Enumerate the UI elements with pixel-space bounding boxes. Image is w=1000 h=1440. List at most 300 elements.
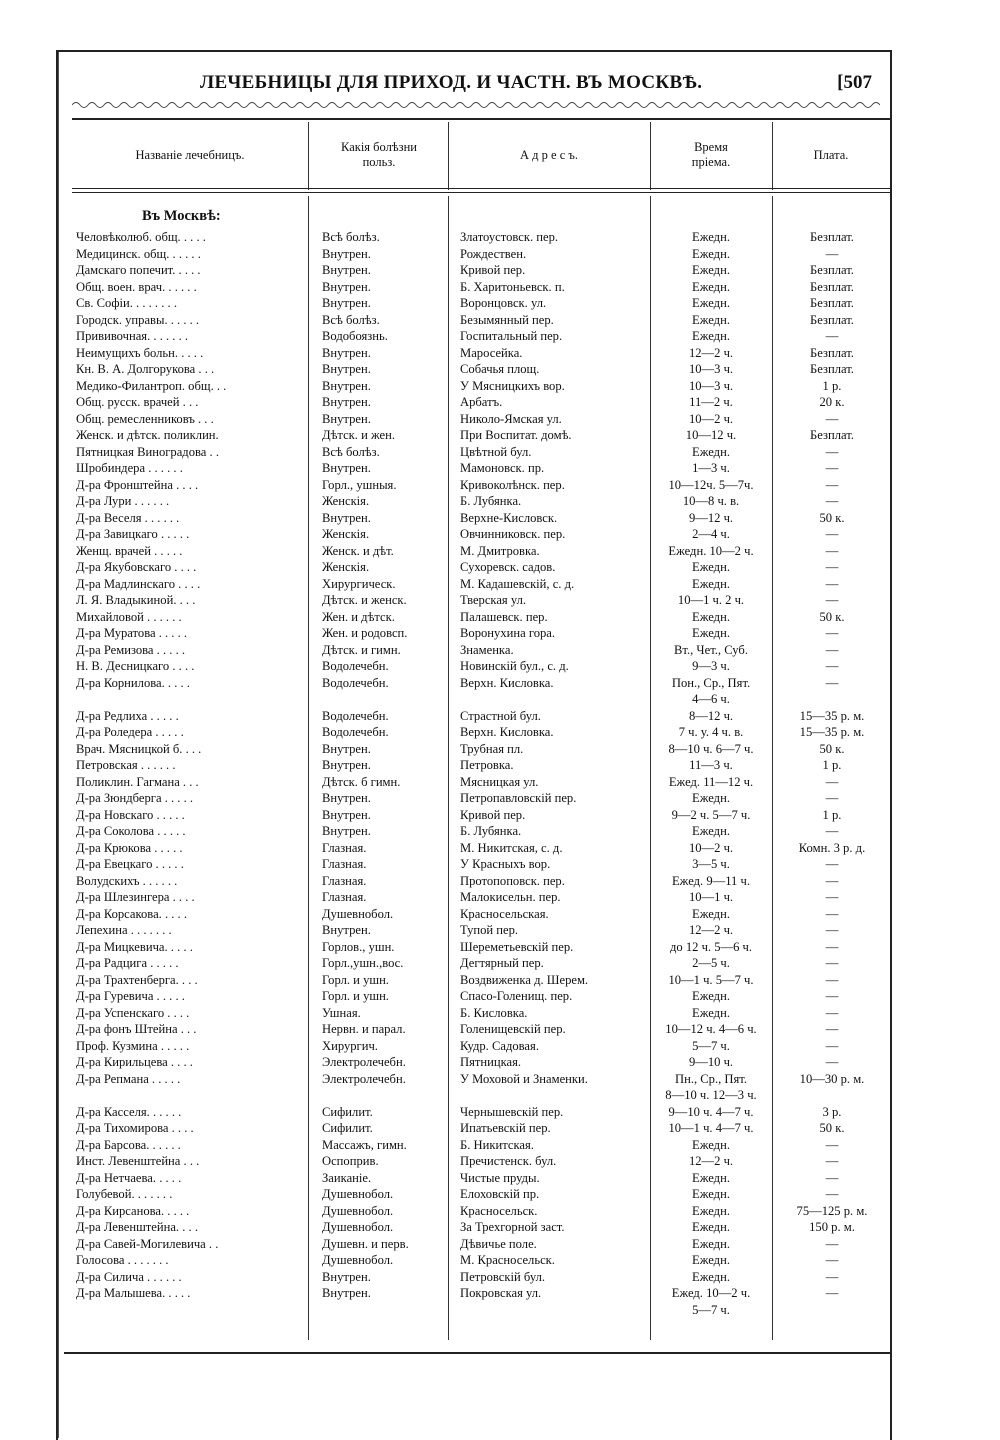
table-row — [0, 1285, 1000, 1302]
disease-type: Сифилит. — [322, 1104, 373, 1119]
fee: — — [825, 1269, 839, 1284]
disease-type: Водолечебн. — [322, 708, 389, 723]
header-rule-1 — [72, 188, 890, 189]
fee: 1 р. — [822, 378, 842, 393]
disease-type: Внутрен. — [322, 246, 371, 261]
clinic-name: Неимущихъ больн. . . . . — [76, 345, 204, 360]
table-row — [0, 295, 1000, 312]
table-row — [0, 328, 1000, 345]
address: У Мясницкихъ вор. — [460, 378, 565, 393]
table-row — [0, 1087, 1000, 1104]
reception-time: Ежедн. — [692, 989, 730, 1003]
section-heading: Въ Москвѣ: — [142, 208, 221, 224]
reception-time: 9—12 ч. — [688, 510, 734, 525]
table-row — [0, 1219, 1000, 1236]
address: Златоустовск. пер. — [460, 230, 559, 244]
fee: 10—30 р. м. — [799, 1071, 865, 1086]
clinic-name: Волудскихъ . . . . . . — [76, 873, 178, 888]
table-row — [0, 1005, 1000, 1022]
disease-type: Водолечебн. — [322, 659, 389, 673]
col-divider — [650, 122, 651, 190]
clinic-name: Д-ра Нетчаева. . . . . — [76, 1170, 182, 1185]
clinic-name: Св. Софіи. . . . . . . . — [76, 296, 177, 310]
fee: Безплат. — [810, 362, 854, 376]
disease-type: Водобоязнь. — [322, 329, 388, 343]
reception-time: до 12 ч. 5—6 ч. — [669, 939, 753, 954]
clinic-name: Михайловой . . . . . . — [76, 609, 182, 624]
clinic-name: Д-ра Фронштейна . . . . — [76, 477, 199, 492]
reception-time: Вт., Чет., Суб. — [674, 642, 748, 657]
reception-time: 9—2 ч. 5—7 ч. — [671, 807, 751, 822]
table-row — [0, 411, 1000, 428]
table-row — [0, 724, 1000, 741]
clinic-table — [0, 229, 1000, 1318]
fee: Комн. 3 р. д. — [798, 840, 866, 855]
table-row — [0, 493, 1000, 510]
clinic-name: Общ. русск. врачей . . . — [76, 395, 199, 409]
fee: 50 к. — [819, 741, 845, 756]
address: Петровскій бул. — [460, 1269, 546, 1284]
disease-type: Женскія. — [322, 494, 370, 508]
fee: Безплат. — [810, 345, 854, 360]
fee: — — [825, 593, 839, 607]
table-row — [0, 708, 1000, 725]
table-row — [0, 378, 1000, 395]
address: Б. Лубянка. — [460, 824, 522, 838]
fee: — — [825, 642, 839, 657]
clinic-name: Поликлин. Гагмана . . . — [76, 774, 199, 789]
table-row — [0, 1021, 1000, 1038]
address: Арбатъ. — [460, 395, 503, 409]
clinic-name: Дамскаго попечит. . . . . — [76, 263, 201, 277]
disease-type: Дѣтск. и женск. — [322, 593, 407, 607]
address: Кривой пер. — [460, 807, 526, 822]
fee: Безплат. — [810, 428, 854, 442]
fee: — — [825, 1170, 839, 1185]
reception-time: 10—3 ч. — [688, 378, 734, 393]
address: Собачья площ. — [460, 362, 540, 376]
disease-type: Жен. и родовсп. — [322, 626, 408, 640]
disease-type: Внутрен. — [322, 1286, 371, 1300]
disease-type: Внутрен. — [322, 791, 371, 805]
fee: — — [825, 1005, 839, 1020]
clinic-name: Д-ра Барсова. . . . . . — [76, 1137, 181, 1152]
address: Б. Кисловка. — [460, 1005, 528, 1020]
address: У Моховой и Знаменки. — [460, 1071, 588, 1086]
table-row — [0, 939, 1000, 956]
clinic-name: Шробиндера . . . . . . — [76, 461, 183, 475]
table-row — [0, 1269, 1000, 1286]
clinic-name: Женщ. врачей . . . . . — [76, 543, 183, 558]
address: Красносельская. — [460, 906, 549, 921]
reception-time: Ежедн. — [692, 1236, 730, 1251]
disease-type: Всѣ болѣз. — [322, 312, 380, 327]
clinic-name: Д-ра Касселя. . . . . . — [76, 1104, 182, 1119]
fee: — — [825, 989, 839, 1003]
clinic-name: Петровская . . . . . . — [76, 758, 176, 772]
col-header-address: А д р е с ъ. — [520, 147, 578, 162]
col-header-disease: Какія болѣзни польз. — [341, 140, 417, 169]
fee: — — [825, 461, 839, 475]
clinic-name: Проф. Кузмина . . . . . — [76, 1038, 190, 1053]
reception-time: 10—1 ч. 5—7 ч. — [668, 972, 754, 987]
fee: 150 р. м. — [809, 1220, 855, 1234]
address: Петровка. — [460, 758, 514, 772]
fee: — — [825, 1055, 839, 1069]
reception-time: 10—1 ч. 2 ч. — [677, 593, 745, 607]
reception-time: Ежедн. — [692, 626, 730, 640]
reception-time: Ежедн. — [692, 824, 730, 838]
table-row — [0, 757, 1000, 774]
fee: — — [825, 791, 839, 805]
disease-type: Внутрен. — [322, 510, 371, 525]
disease-type: Женск. и дѣт. — [322, 543, 394, 558]
table-row — [0, 807, 1000, 824]
clinic-name: Д-ра Соколова . . . . . — [76, 824, 186, 838]
reception-time: 10—12 ч. 4—6 ч. — [665, 1022, 757, 1036]
table-row — [0, 1054, 1000, 1071]
address: Воронцовск. ул. — [460, 296, 547, 310]
disease-type: Внутрен. — [322, 395, 371, 409]
clinic-name: Д-ра Левенштейна. . . . — [76, 1220, 198, 1234]
disease-type: Внутрен. — [322, 741, 371, 756]
reception-time: Пон., Ср., Пят. — [671, 675, 751, 690]
address: За Трехгорной заст. — [460, 1220, 565, 1234]
reception-time: 10—12ч. 5—7ч. — [668, 477, 754, 492]
col-header-fee: Плата. — [813, 147, 849, 162]
address: Кудр. Садовая. — [460, 1038, 539, 1053]
fee: — — [825, 972, 839, 987]
fee: — — [825, 857, 839, 871]
reception-time: Ежедн. — [692, 230, 730, 244]
fee: — — [825, 1236, 839, 1251]
reception-time: 3—5 ч. — [692, 857, 730, 871]
reception-time: Ежедн. — [692, 444, 730, 459]
address: Тупой пер. — [460, 923, 519, 937]
fee: — — [825, 329, 839, 343]
table-row — [0, 691, 1000, 708]
table-row — [0, 675, 1000, 692]
fee: 50 к. — [819, 609, 845, 624]
disease-type: Хирургическ. — [322, 576, 396, 591]
clinic-name: Д-ра Радцига . . . . . — [76, 956, 179, 970]
reception-time: 12—2 ч. — [688, 345, 734, 360]
disease-type: Внутрен. — [322, 758, 371, 772]
table-row — [0, 988, 1000, 1005]
address: Мамоновск. пр. — [460, 461, 545, 475]
table-row — [0, 658, 1000, 675]
disease-type: Сифилит. — [322, 1121, 373, 1135]
reception-time: Ежедн. — [692, 296, 730, 310]
disease-type: Внутрен. — [322, 807, 371, 822]
fee: — — [825, 1022, 839, 1036]
reception-time: 8—12 ч. — [688, 708, 734, 723]
address: Цвѣтной бул. — [460, 444, 532, 459]
disease-type: Горл. и ушн. — [322, 972, 389, 987]
page-number: [507 — [837, 72, 872, 93]
fee: — — [825, 1038, 839, 1053]
fee: 75—125 р. м. — [796, 1203, 868, 1218]
disease-type: Всѣ болѣз. — [322, 230, 380, 244]
disease-type: Глазная. — [322, 890, 367, 904]
disease-type: Электролечебн. — [322, 1055, 406, 1069]
fee: 50 к. — [819, 510, 845, 525]
clinic-name: Общ. ремесленниковъ . . . — [76, 411, 214, 426]
clinic-name: Д-ра Мадлинскаго . . . . — [76, 576, 201, 591]
fee: Безплат. — [810, 296, 854, 310]
address: Б. Никитская. — [460, 1137, 534, 1152]
clinic-name: Женск. и дѣтск. поликлин. — [76, 428, 219, 442]
disease-type: Внутрен. — [322, 279, 371, 294]
disease-type: Дѣтск. и жен. — [322, 428, 395, 442]
table-row — [0, 889, 1000, 906]
reception-time: Ежедн. — [692, 1220, 730, 1234]
address: Покровская ул. — [460, 1286, 542, 1300]
clinic-name: Д-ра Корнилова. . . . . — [76, 675, 190, 690]
disease-type: Жен. и дѣтск. — [322, 609, 395, 624]
clinic-name: Д-ра Роледера . . . . . — [76, 725, 184, 739]
address: Воздвиженка д. Шерем. — [460, 972, 589, 987]
fee: 15—35 р. м. — [799, 725, 865, 739]
fee: — — [825, 939, 839, 954]
table-row — [0, 1186, 1000, 1203]
disease-type: Внутрен. — [322, 1269, 371, 1284]
table-row — [0, 1170, 1000, 1187]
disease-type: Водолечебн. — [322, 725, 389, 739]
disease-type: Горлов., ушн. — [322, 939, 395, 954]
table-row — [0, 774, 1000, 791]
address: М. Кадашевскій, с. д. — [460, 576, 575, 591]
disease-type: Водолечебн. — [322, 675, 389, 690]
clinic-name: Д-ра Ремизова . . . . . — [76, 642, 186, 657]
fee: 1 р. — [822, 807, 842, 822]
reception-time: 10—2 ч. — [688, 840, 734, 855]
fee: — — [825, 873, 839, 888]
reception-time: Ежед. 9—11 ч. — [671, 873, 750, 888]
disease-type: Нервн. и парал. — [322, 1022, 406, 1036]
disease-type: Глазная. — [322, 840, 367, 855]
address: Сухоревск. садов. — [460, 560, 556, 574]
clinic-name: Д-ра Зюндберга . . . . . — [76, 791, 194, 805]
table-row — [0, 609, 1000, 626]
table-row — [0, 1137, 1000, 1154]
address: Рождествен. — [460, 246, 527, 261]
reception-time: Пн., Ср., Пят. — [674, 1071, 747, 1086]
col-divider — [772, 122, 773, 190]
fee: — — [825, 626, 839, 640]
table-row — [0, 625, 1000, 642]
address: Овчинниковск. пер. — [460, 527, 566, 541]
table-row — [0, 790, 1000, 807]
clinic-name: Д-ра Евецкаго . . . . . — [76, 857, 184, 871]
address: Красносельск. — [460, 1203, 538, 1218]
disease-type: Душевнобол. — [322, 1220, 394, 1234]
fee: — — [825, 477, 839, 492]
address: Спасо-Голенищ. пер. — [460, 989, 573, 1003]
table-row — [0, 592, 1000, 609]
disease-type: Горл.,ушн.,вос. — [322, 956, 404, 970]
col-divider — [448, 122, 449, 190]
disease-type: Ушная. — [322, 1005, 361, 1020]
bottom-rule — [64, 1352, 892, 1354]
disease-type: Массажъ, гимн. — [322, 1137, 407, 1152]
table-row — [0, 972, 1000, 989]
address: Пречистенск. бул. — [460, 1154, 557, 1168]
reception-time: 5—7 ч. — [692, 1038, 730, 1053]
table-row — [0, 279, 1000, 296]
disease-type: Внутрен. — [322, 411, 371, 426]
reception-time: Ежедн. — [692, 312, 730, 327]
reception-time: 7 ч. у. 4 ч. в. — [678, 725, 744, 739]
disease-type: Внутрен. — [322, 378, 371, 393]
reception-time: 10—2 ч. — [688, 411, 734, 426]
table-row — [0, 246, 1000, 263]
table-row — [0, 1252, 1000, 1269]
address: У Красныхъ вор. — [460, 857, 551, 871]
address: Пятницкая. — [460, 1055, 522, 1069]
disease-type: Заиканіе. — [322, 1170, 372, 1185]
clinic-name: Медико-Филантроп. общ. . . — [76, 378, 227, 393]
fee: 20 к. — [819, 395, 845, 409]
clinic-name: Н. В. Десницкаго . . . . — [76, 659, 195, 673]
fee: — — [825, 1137, 839, 1152]
reception-time: Ежедн. — [692, 279, 730, 294]
table-row — [0, 823, 1000, 840]
reception-time: 10—3 ч. — [688, 362, 734, 376]
clinic-name: Д-ра Гуревича . . . . . — [76, 989, 185, 1003]
table-row — [0, 955, 1000, 972]
address: Елоховскій пр. — [460, 1187, 540, 1201]
address: Б. Харитоньевск. п. — [460, 279, 565, 294]
fee: — — [825, 824, 839, 838]
address: Петропавловскій пер. — [460, 791, 577, 805]
clinic-name: Кн. В. А. Долгорукова . . . — [76, 362, 215, 376]
table-row — [0, 361, 1000, 378]
table-row — [0, 444, 1000, 461]
disease-type: Глазная. — [322, 857, 367, 871]
reception-time: 2—5 ч. — [692, 956, 730, 970]
address: Протопоповск. пер. — [460, 873, 565, 888]
reception-time: Ежедн. — [692, 246, 730, 261]
table-row — [0, 856, 1000, 873]
address: Дѣвичье поле. — [460, 1236, 537, 1251]
table-row — [0, 394, 1000, 411]
reception-time: 9—10 ч. 4—7 ч. — [668, 1104, 754, 1119]
disease-type: Горл. и ушн. — [322, 989, 389, 1003]
fee: — — [825, 246, 839, 261]
clinic-name: Д-ра Кирильцева . . . . — [76, 1055, 193, 1069]
table-row — [0, 229, 1000, 246]
clinic-name: Д-ра Малышева. . . . . — [76, 1286, 191, 1300]
clinic-name: Инст. Левенштейна . . . — [76, 1154, 200, 1168]
address: Маросейка. — [460, 345, 523, 360]
address: М. Дмитровка. — [460, 543, 540, 558]
disease-type: Глазная. — [322, 873, 367, 888]
clinic-name: Д-ра Якубовскаго . . . . — [76, 560, 197, 574]
address: Воронухина гора. — [460, 626, 556, 640]
fee: — — [825, 411, 839, 426]
page-title: ЛЕЧЕБНИЦЫ ДЛЯ ПРИХОД. И ЧАСТН. ВЪ МОСКВѢ. — [200, 72, 703, 93]
fee: — — [825, 543, 839, 558]
clinic-name: Д-ра Новскаго . . . . . — [76, 807, 185, 822]
fee: Безплат. — [810, 263, 854, 277]
table-row — [0, 576, 1000, 593]
table-top-rule — [72, 118, 890, 120]
address: Верхне-Кисловск. — [460, 510, 558, 525]
disease-type: Женскія. — [322, 527, 370, 541]
reception-time: 5—7 ч. — [692, 1302, 730, 1317]
fee: — — [825, 576, 839, 591]
fee: — — [825, 560, 839, 574]
reception-time: Ежедн. — [692, 791, 730, 805]
reception-time: Ежедн. — [692, 1170, 730, 1185]
clinic-name: Л. Я. Владыкиной. . . . — [76, 593, 196, 607]
clinic-name: Голубевой. . . . . . . — [76, 1187, 173, 1201]
fee: — — [825, 774, 839, 789]
table-row — [0, 262, 1000, 279]
table-row — [0, 1203, 1000, 1220]
clinic-name: Д-ра Муратова . . . . . — [76, 626, 188, 640]
fee: — — [825, 1187, 839, 1201]
disease-type: Хирургич. — [322, 1038, 378, 1053]
clinic-name: Д-ра Редлиха . . . . . — [76, 708, 179, 723]
address: Знаменка. — [460, 642, 514, 657]
fee: — — [825, 444, 839, 459]
clinic-name: Пятницкая Виноградова . . — [76, 444, 219, 459]
clinic-name: Прививочная. . . . . . . — [76, 329, 189, 343]
reception-time: Ежедн. — [692, 1137, 730, 1152]
table-row — [0, 1071, 1000, 1088]
reception-time: 9—10 ч. — [688, 1055, 734, 1069]
address: Дегтярный пер. — [460, 956, 544, 970]
fee: 50 к. — [819, 1121, 845, 1135]
fee: — — [825, 675, 839, 690]
address: Кривой пер. — [460, 263, 526, 277]
address: Малокисельн. пер. — [460, 890, 561, 904]
reception-time: Ежедн. 10—2 ч. — [668, 543, 754, 558]
clinic-name: Голосова . . . . . . . — [76, 1253, 169, 1267]
reception-time: 1—3 ч. — [692, 461, 730, 475]
reception-time: 10—8 ч. в. — [682, 494, 740, 508]
fee: — — [825, 1286, 839, 1300]
address: Госпитальный пер. — [460, 329, 563, 343]
clinic-name: Д-ра фонъ Штейна . . . — [76, 1022, 197, 1036]
reception-time: Ежедн. — [692, 329, 730, 343]
fee: Безплат. — [810, 312, 854, 327]
disease-type: Душевнобол. — [322, 1187, 394, 1201]
clinic-name: Д-ра Кирсанова. . . . . — [76, 1203, 190, 1218]
reception-time: 12—2 ч. — [688, 923, 734, 937]
reception-time: 8—10 ч. 12—3 ч. — [665, 1088, 757, 1102]
clinic-name: Д-ра Мицкевича. . . . . — [76, 939, 193, 954]
reception-time: 10—1 ч. — [688, 890, 734, 904]
table-row — [0, 1302, 1000, 1319]
table-row — [0, 559, 1000, 576]
reception-time: Ежедн. — [692, 1005, 730, 1020]
reception-time: Ежедн. — [692, 263, 730, 277]
reception-time: Ежедн. — [692, 1187, 730, 1201]
address: Шереметьевскій пер. — [460, 939, 574, 954]
fee: 1 р. — [822, 758, 842, 772]
table-row — [0, 906, 1000, 923]
reception-time: 10—1 ч. 4—7 ч. — [668, 1121, 754, 1135]
address: Чернышевскій пер. — [460, 1104, 564, 1119]
disease-type: Душевн. и перв. — [322, 1236, 409, 1251]
disease-type: Внутрен. — [322, 824, 371, 838]
disease-type: Душевнобол. — [322, 1253, 394, 1267]
address: Верхн. Кисловка. — [460, 675, 554, 690]
disease-type: Внутрен. — [322, 362, 371, 376]
